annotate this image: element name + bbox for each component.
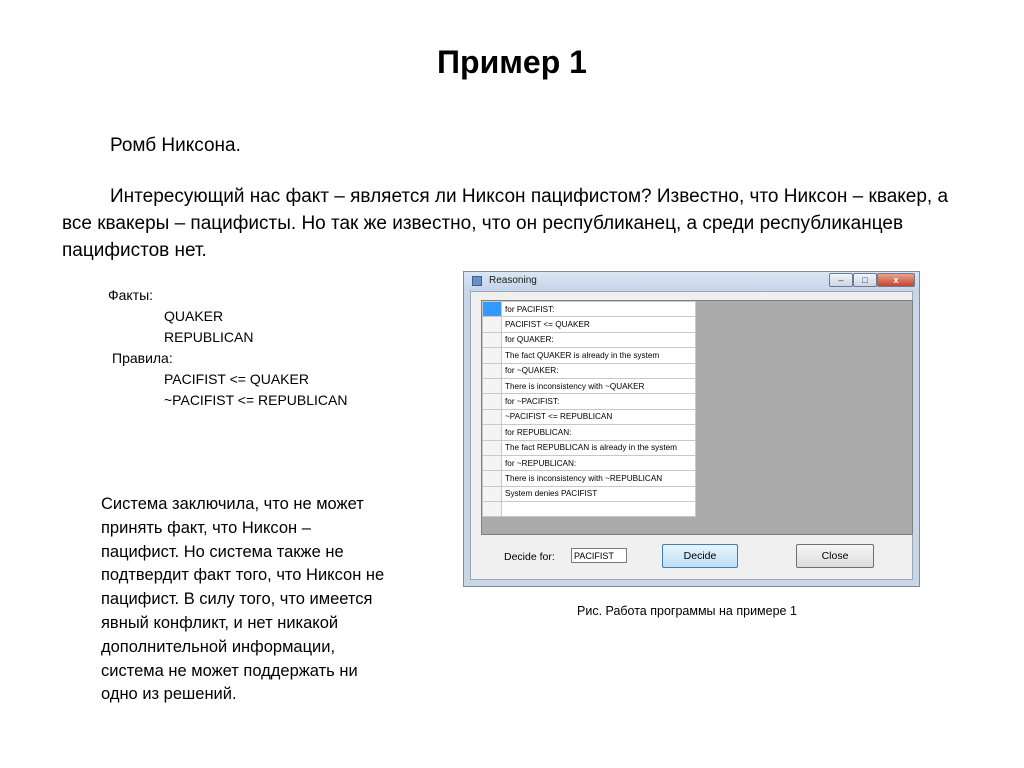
fact-item: QUAKER	[164, 308, 224, 324]
row-header[interactable]	[483, 317, 502, 332]
facts-rules-block	[108, 285, 348, 411]
grid-cell[interactable]: for PACIFIST:	[502, 302, 696, 317]
row-header[interactable]	[483, 394, 502, 409]
slide-subtitle: Ромб Никсона.	[110, 135, 241, 156]
grid-cell[interactable]: for ~PACIFIST:	[502, 394, 696, 409]
grid-row[interactable]	[483, 363, 696, 378]
decide-for-label: Decide for:	[504, 551, 555, 563]
row-header[interactable]	[483, 425, 502, 440]
grid-cell[interactable]: There is inconsistency with ~REPUBLICAN	[502, 471, 696, 486]
grid-row[interactable]	[483, 302, 696, 317]
grid-cell[interactable]: There is inconsistency with ~QUAKER	[502, 378, 696, 393]
facts-heading: Факты:	[108, 287, 154, 303]
row-header[interactable]	[483, 378, 502, 393]
row-header[interactable]	[483, 486, 502, 501]
window-close-button[interactable]: x	[877, 273, 915, 287]
grid-row[interactable]	[483, 455, 696, 470]
grid-cell[interactable]: ~PACIFIST <= REPUBLICAN	[502, 409, 696, 424]
grid-cell[interactable]: for ~REPUBLICAN:	[502, 455, 696, 470]
grid-row[interactable]	[483, 332, 696, 347]
window-title: Reasoning	[489, 275, 537, 286]
row-header[interactable]	[483, 409, 502, 424]
rules-heading: Правила:	[112, 350, 173, 366]
window-titlebar[interactable]	[464, 272, 919, 291]
reasoning-window	[463, 271, 920, 587]
conclusion-paragraph: Система заключила, что не может принять факт, что Никсон – пацифист. Но система также не подтвердит факт того, что Никсон не пацифист. В силу того, что имеется явный конфликт, и нет никакой дополнительной информации, система не может поддержать ни одно из решений.	[101, 495, 385, 704]
close-button[interactable]: Close	[796, 544, 874, 568]
app-icon	[472, 276, 482, 286]
grid-cell[interactable]: System denies PACIFIST	[502, 486, 696, 501]
grid-row[interactable]	[483, 440, 696, 455]
grid-row[interactable]	[483, 425, 696, 440]
grid-row[interactable]	[483, 409, 696, 424]
row-header[interactable]	[483, 363, 502, 378]
results-grid[interactable]	[481, 300, 913, 535]
grid-row[interactable]	[483, 378, 696, 393]
grid-row[interactable]	[483, 486, 696, 501]
grid-cell[interactable]: PACIFIST <= QUAKER	[502, 317, 696, 332]
grid-cell[interactable]: for QUAKER:	[502, 332, 696, 347]
results-table	[482, 301, 696, 517]
decide-for-input[interactable]	[571, 548, 627, 563]
row-header[interactable]	[483, 455, 502, 470]
grid-row[interactable]	[483, 502, 696, 517]
row-header[interactable]	[483, 471, 502, 486]
figure-caption: Рис. Работа программы на примере 1	[577, 604, 797, 618]
grid-row[interactable]	[483, 348, 696, 363]
grid-cell[interactable]: for ~QUAKER:	[502, 363, 696, 378]
row-header[interactable]	[483, 348, 502, 363]
slide-title: Пример 1	[437, 44, 587, 80]
minimize-button[interactable]: –	[829, 273, 853, 287]
row-header[interactable]	[483, 440, 502, 455]
fact-item: REPUBLICAN	[164, 329, 254, 345]
grid-row[interactable]	[483, 471, 696, 486]
intro-paragraph: Интересующий нас факт – является ли Никсон пацифистом? Известно, что Никсон – квакер, а все квакеры – пацифисты. Но так же известно, что он республиканец, а среди республиканцев пацифистов нет.	[62, 186, 949, 261]
row-header[interactable]	[483, 502, 502, 517]
rule-item: ~PACIFIST <= REPUBLICAN	[164, 392, 348, 408]
grid-cell[interactable]: The fact REPUBLICAN is already in the system	[502, 440, 696, 455]
grid-row[interactable]	[483, 394, 696, 409]
maximize-button[interactable]: □	[853, 273, 877, 287]
window-client-area	[470, 291, 913, 580]
grid-cell[interactable]	[502, 502, 696, 517]
row-header[interactable]	[483, 302, 502, 317]
decide-button[interactable]: Decide	[662, 544, 738, 568]
grid-row[interactable]	[483, 317, 696, 332]
rule-item: PACIFIST <= QUAKER	[164, 371, 309, 387]
grid-cell[interactable]: for REPUBLICAN:	[502, 425, 696, 440]
row-header[interactable]	[483, 332, 502, 347]
grid-cell[interactable]: The fact QUAKER is already in the system	[502, 348, 696, 363]
